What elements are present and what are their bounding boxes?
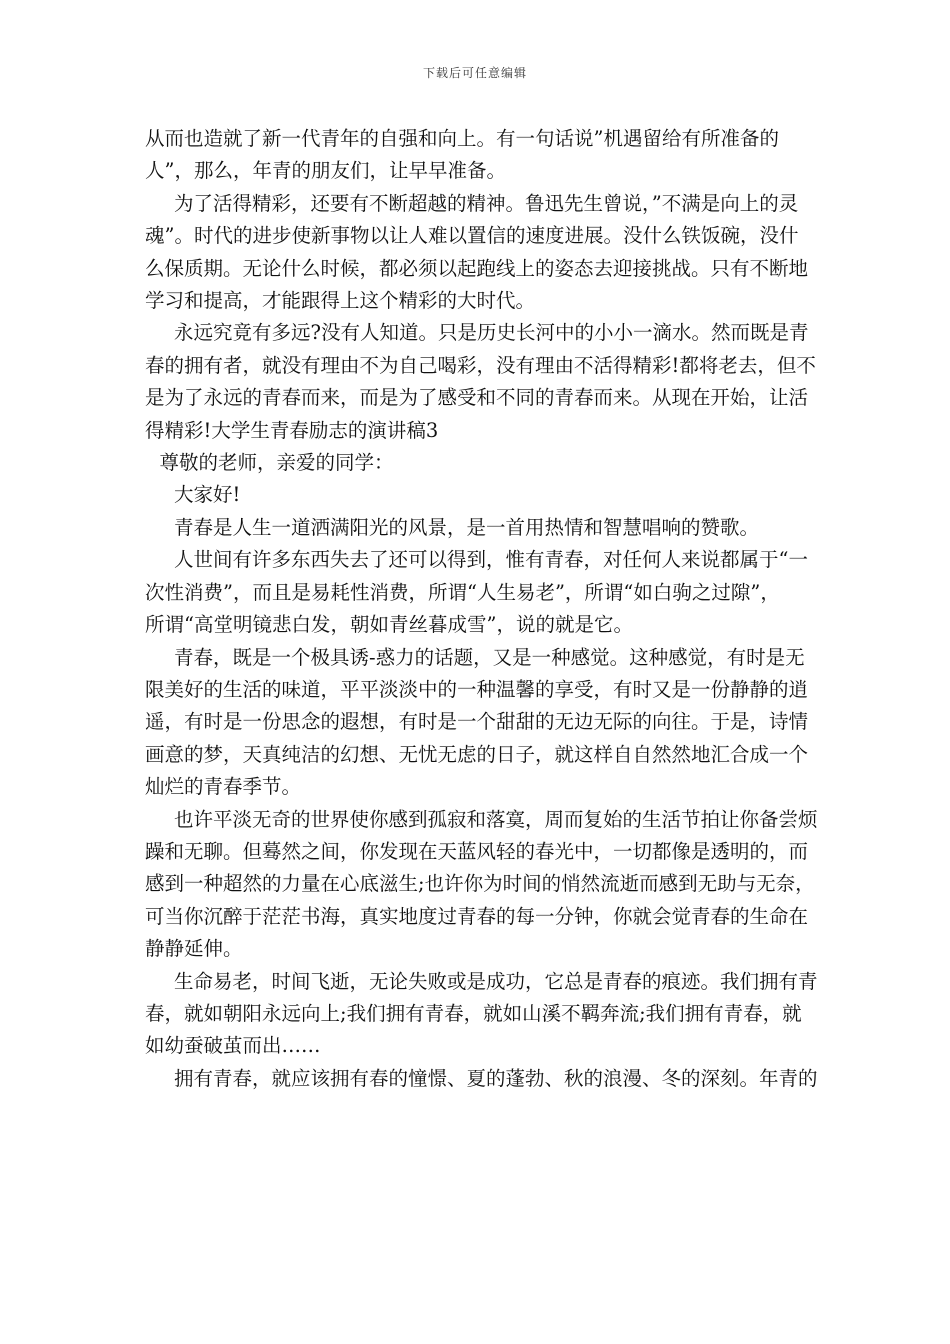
paragraph [145,544,825,641]
text-line: 尊敬的老师，亲爱的同学： [159,451,394,475]
paragraph [145,188,825,318]
text-line: 躁和无聊。但蓦然之间，你发现在天蓝风轻的春光中，一切都像是透明的，而 [145,839,809,863]
text-line: 从而也造就了新一代青年的自强和向上。有一句话说”机遇留给有所准备的 [145,127,779,150]
text-line: 人世间有许多东西失去了还可以得到，惟有青春，对任何人来说都属于“一 [174,548,808,572]
text-line: 也许平淡无奇的世界使你感到孤寂和落寞，周而复始的生活节拍让你备尝烦 [174,807,818,831]
text-line: 是为了永远的青春而来，而是为了感受和不同的青春而来。从现在开始，让活 [145,386,809,410]
text-line: 遥，有时是一份思念的遐想，有时是一个甜甜的无边无际的向往。于是，诗情 [145,710,809,734]
text-line: 画意的梦，天真纯洁的幻想、无忧无虑的日子，就这样自自然然地汇合成一个 [145,742,809,766]
text-line: 青春，既是一个极具诱-惑力的话题，又是一种感觉。这种感觉，有时是无 [174,645,805,669]
text-line: 静静延伸。 [145,937,243,961]
text-line: 所谓“高堂明镜悲白发，朝如青丝暮成雪”，说的就是它。 [145,613,633,637]
text-line: 人”，那么，年青的朋友们，让早早准备。 [145,159,506,183]
paragraph [145,512,825,544]
text-line: 学习和提高，才能跟得上这个精彩的大时代。 [145,289,536,313]
document-body [145,123,825,1095]
text-line: 可当你沉醉于茫茫书海，真实地度过青春的每一分钟，你就会觉青春的生命在 [145,904,809,928]
text-line: 魂”。时代的进步使新事物以让人难以置信的速度进展。没什么铁饭碗，没什 [145,224,799,248]
paragraph [145,479,825,511]
text-line: 限美好的生活的味道，平平淡淡中的一种温馨的享受，有时又是一份静静的逍 [145,677,809,701]
paragraph [145,642,825,804]
text-line: 春的拥有者，就没有理由不为自己喝彩，没有理由不活得精彩!都将老去，但不 [145,353,816,377]
text-line: 感到一种超然的力量在心底滋生;也许你为时间的悄然流逝而感到无助与无奈， [145,872,815,896]
text-line: 么保质期。无论什么时候，都必须以起跑线上的姿态去迎接挑战。只有不断地 [145,256,809,280]
text-line: 生命易老，时间飞逝，无论失败或是成功，它总是青春的痕迹。我们拥有青 [174,969,818,993]
paragraph [145,123,825,188]
paragraph [145,447,825,479]
paragraph [145,966,825,1063]
text-line: 拥有青春，就应该拥有春的憧憬、夏的蓬勃、秋的浪漫、冬的深刻。年青的 [174,1066,818,1090]
text-line: 永远究竟有多远?没有人知道。只是历史长河中的小小一滴水。然而既是青 [174,321,809,345]
text-line: 为了活得精彩，还要有不断超越的精神。鲁迅先生曾说，”不满是向上的灵 [174,191,799,215]
text-line: 灿烂的青春季节。 [145,775,302,799]
text-line: 大家好! [174,483,241,507]
paragraph [145,1063,825,1095]
text-line: 青春是人生一道洒满阳光的风景，是一首用热情和智慧唱响的赞歌。 [174,515,760,539]
paragraph [145,317,825,447]
text-line: 次性消费”，而且是易耗性消费，所谓“人生易老”，所谓“如白驹之过隙”， [145,580,780,604]
text-line: 得精彩!大学生青春励志的演讲稿3 [145,418,439,442]
page-header: 下载后可任意编辑 [422,66,527,80]
text-line: 如幼蚕破茧而出…… [145,1034,321,1058]
text-line: 春，就如朝阳永远向上;我们拥有青春，就如山溪不羁奔流;我们拥有青春，就 [145,1001,802,1025]
paragraph [145,804,825,966]
